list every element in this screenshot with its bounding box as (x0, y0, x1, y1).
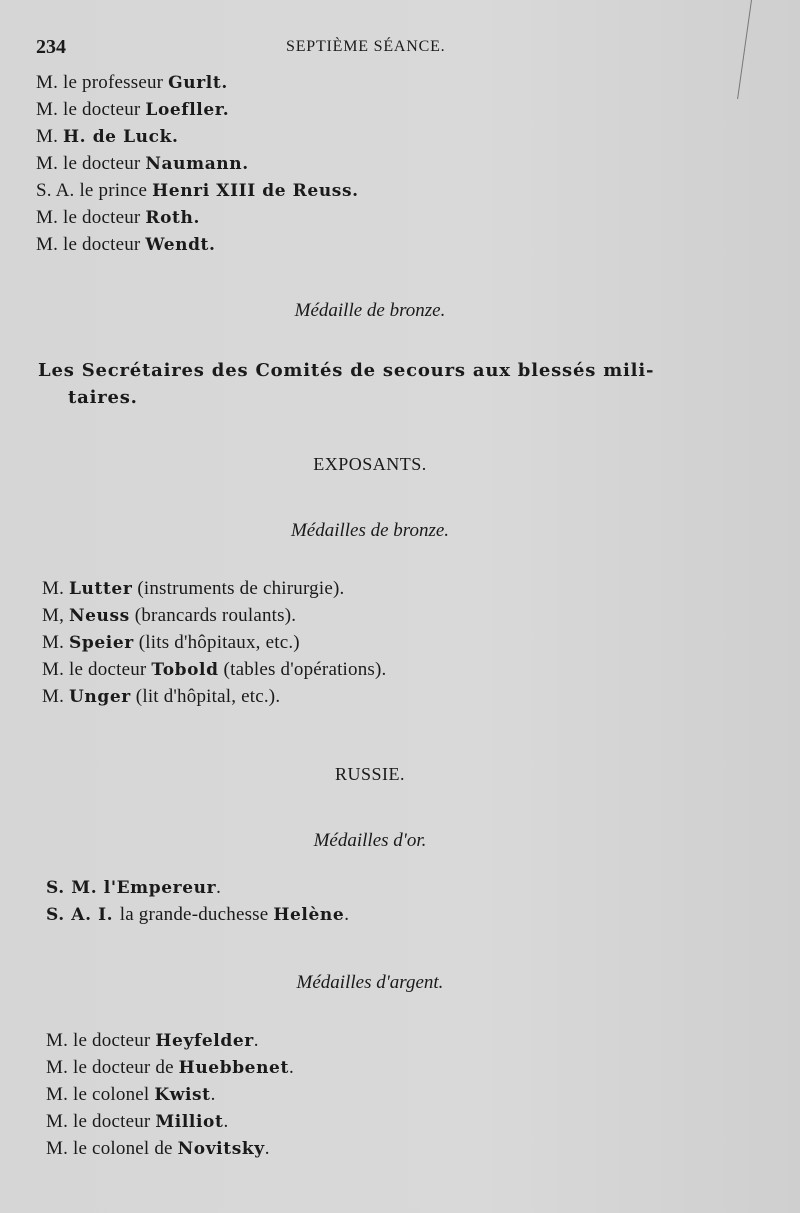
item-suffix: . (352, 181, 359, 201)
subheading-bronze: Médailles de bronze. (290, 520, 450, 541)
item-prefix: M. le professeur (36, 72, 169, 93)
person-name: Gurlt (168, 73, 222, 93)
item-suffix: (tables d'opérations). (218, 659, 387, 680)
item-suffix: (lits d'hôpitaux, etc.) (133, 632, 300, 653)
list-item (36, 234, 216, 256)
person-name: Naumann (145, 154, 243, 174)
list-item (46, 1111, 228, 1133)
list-item (46, 904, 349, 926)
item-suffix: . (264, 1138, 270, 1159)
list-item (42, 578, 344, 600)
person-name: Kwist (154, 1085, 211, 1105)
item-prefix: M. (42, 686, 69, 707)
person-name: Roth (145, 208, 194, 228)
person-name: Huebbenet (178, 1058, 289, 1078)
item-prefix: M. le docteur de (46, 1057, 179, 1078)
item-suffix: . (209, 235, 216, 255)
item-suffix: . (221, 73, 228, 93)
person-name: l'Empereur (103, 878, 217, 898)
item-suffix: . (344, 904, 350, 925)
item-prefix: M. le docteur (42, 659, 152, 680)
item-suffix: . (222, 100, 230, 120)
item-suffix: . (242, 154, 249, 174)
item-suffix: . (223, 1111, 229, 1132)
person-name: Helène (273, 905, 345, 925)
item-prefix: M. le docteur (36, 207, 146, 228)
person-name: Unger (69, 687, 131, 707)
item-prefix: M. le docteur (36, 99, 146, 120)
person-name: Novitsky (177, 1139, 265, 1159)
list-item (46, 877, 221, 899)
item-suffix: . (171, 127, 179, 147)
list-item (36, 72, 228, 94)
item-prefix: M. le docteur (46, 1111, 156, 1132)
page-number: 234 (36, 36, 66, 58)
person-name: H. de Luck (63, 127, 172, 147)
list-item (42, 659, 387, 681)
list-item (36, 126, 179, 148)
person-name: Lutter (69, 579, 133, 599)
person-name: Tobold (151, 660, 219, 680)
page-edge-line (737, 0, 752, 99)
item-suffix: . (193, 208, 201, 228)
item-prefix: M. (42, 578, 69, 599)
section-heading-exposants: EXPOSANTS. (313, 454, 427, 474)
list-item (46, 1138, 270, 1160)
list-item (46, 1084, 216, 1106)
item-prefix: S. A. le prince (36, 180, 153, 201)
award-text-line: Les Secrétaires des Comités de secours aux blessés mili- (38, 360, 655, 381)
section-heading-russie: RUSSIE. (334, 764, 405, 784)
subheading-or: Médailles d'or. (313, 830, 427, 851)
list-item (46, 1030, 259, 1052)
section-heading-bronze: Médaille de bronze. (294, 300, 446, 321)
item-suffix: . (210, 1084, 216, 1105)
person-name: Wendt (145, 235, 210, 255)
item-title: la grande-duchesse (119, 904, 274, 925)
item-suffix: . (288, 1057, 294, 1078)
list-item (36, 207, 200, 229)
running-title: SEPTIÈME SÉANCE. (286, 38, 446, 55)
item-suffix: . (216, 877, 222, 898)
item-prefix: S. M. (46, 878, 104, 898)
list-item (36, 153, 249, 175)
item-prefix: M. (36, 126, 63, 147)
list-item (42, 632, 300, 654)
person-name: Milliot (155, 1112, 224, 1132)
item-prefix: S. A. I. (46, 905, 120, 925)
list-item (36, 99, 229, 121)
item-prefix: M. (42, 632, 69, 653)
person-name: Speier (69, 633, 134, 653)
award-text-line: taires. (68, 387, 138, 408)
item-prefix: M, (42, 605, 69, 626)
person-name: Heyfelder (155, 1031, 254, 1051)
item-suffix: (lit d'hôpital, etc.). (130, 686, 281, 707)
item-prefix: M. le colonel de (46, 1138, 178, 1159)
item-prefix: M. le colonel (46, 1084, 155, 1105)
item-suffix: (brancards roulants). (129, 605, 297, 626)
subheading-argent: Médailles d'argent. (296, 972, 444, 993)
item-prefix: M. le docteur (36, 153, 146, 174)
item-suffix: (instruments de chirurgie). (132, 578, 345, 599)
item-prefix: M. le docteur (46, 1030, 156, 1051)
list-item (46, 1057, 294, 1079)
list-item (42, 686, 280, 708)
person-name: Loefller (145, 100, 223, 120)
person-name: Neuss (69, 606, 130, 626)
item-prefix: M. le docteur (36, 234, 146, 255)
item-suffix: . (253, 1030, 259, 1051)
person-name: Henri XIII de Reuss (152, 181, 353, 201)
list-item (36, 180, 359, 202)
list-item (42, 605, 296, 627)
